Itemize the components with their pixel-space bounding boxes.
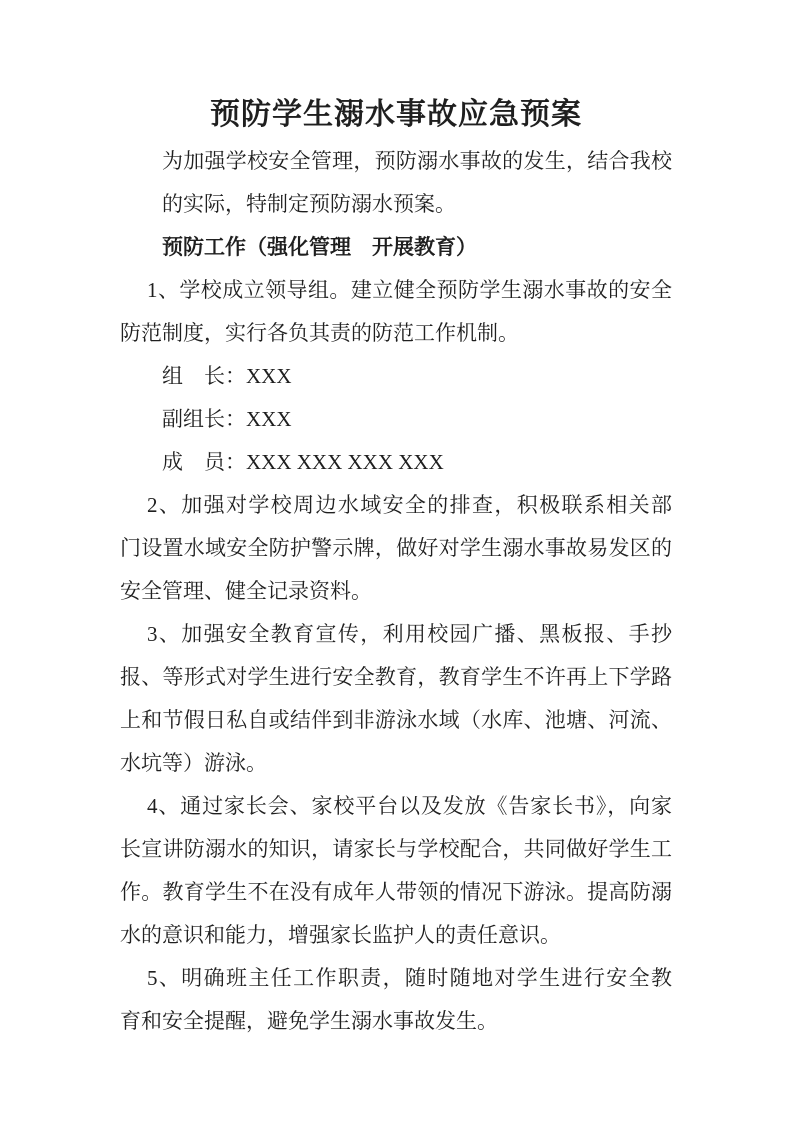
intro-line-2: 的实际，特制定预防溺水预案。	[162, 192, 456, 216]
item3-line-3: 上和节假日私自或结伴到非游泳水域（水库、池塘、河流、	[120, 708, 672, 732]
roster-members: 成 员：XXX XXX XXX XXX	[162, 450, 444, 474]
section-heading: 预防工作（强化管理 开展教育）	[162, 235, 477, 259]
item5-line-2: 育和安全提醒，避免学生溺水事故发生。	[120, 1009, 498, 1033]
roster-leader: 组 长：XXX	[162, 364, 292, 388]
item3-line-1: 3、加强安全教育宣传，利用校园广播、黑板报、手抄	[147, 622, 672, 646]
item2-line-3: 安全管理、健全记录资料。	[120, 579, 372, 603]
item2-line-1: 2、加强对学校周边水域安全的排查，积极联系相关部	[147, 493, 672, 517]
item1-line-2: 防范制度，实行各负其责的防范工作机制。	[120, 321, 519, 345]
document-title: 预防学生溺水事故应急预案	[210, 98, 582, 131]
item1-line-1: 1、学校成立领导组。建立健全预防学生溺水事故的安全	[147, 278, 672, 302]
item3-line-2: 报、等形式对学生进行安全教育，教育学生不许再上下学路	[120, 665, 672, 689]
item4-line-4: 水的意识和能力，增强家长监护人的责任意识。	[120, 923, 561, 947]
item4-line-2: 长宣讲防溺水的知识，请家长与学校配合，共同做好学生工	[120, 837, 672, 861]
item4-line-3: 作。教育学生不在没有成年人带领的情况下游泳。提高防溺	[120, 880, 672, 904]
item2-line-2: 门设置水域安全防护警示牌，做好对学生溺水事故易发区的	[120, 536, 672, 560]
item5-line-1: 5、明确班主任工作职责，随时随地对学生进行安全教	[147, 966, 672, 990]
intro-line-1: 为加强学校安全管理，预防溺水事故的发生，结合我校	[162, 149, 672, 173]
item3-line-4: 水坑等）游泳。	[120, 751, 267, 775]
item4-line-1: 4、通过家长会、家校平台以及发放《告家长书》，向家	[147, 794, 672, 818]
roster-deputy-leader: 副组长：XXX	[162, 407, 292, 431]
